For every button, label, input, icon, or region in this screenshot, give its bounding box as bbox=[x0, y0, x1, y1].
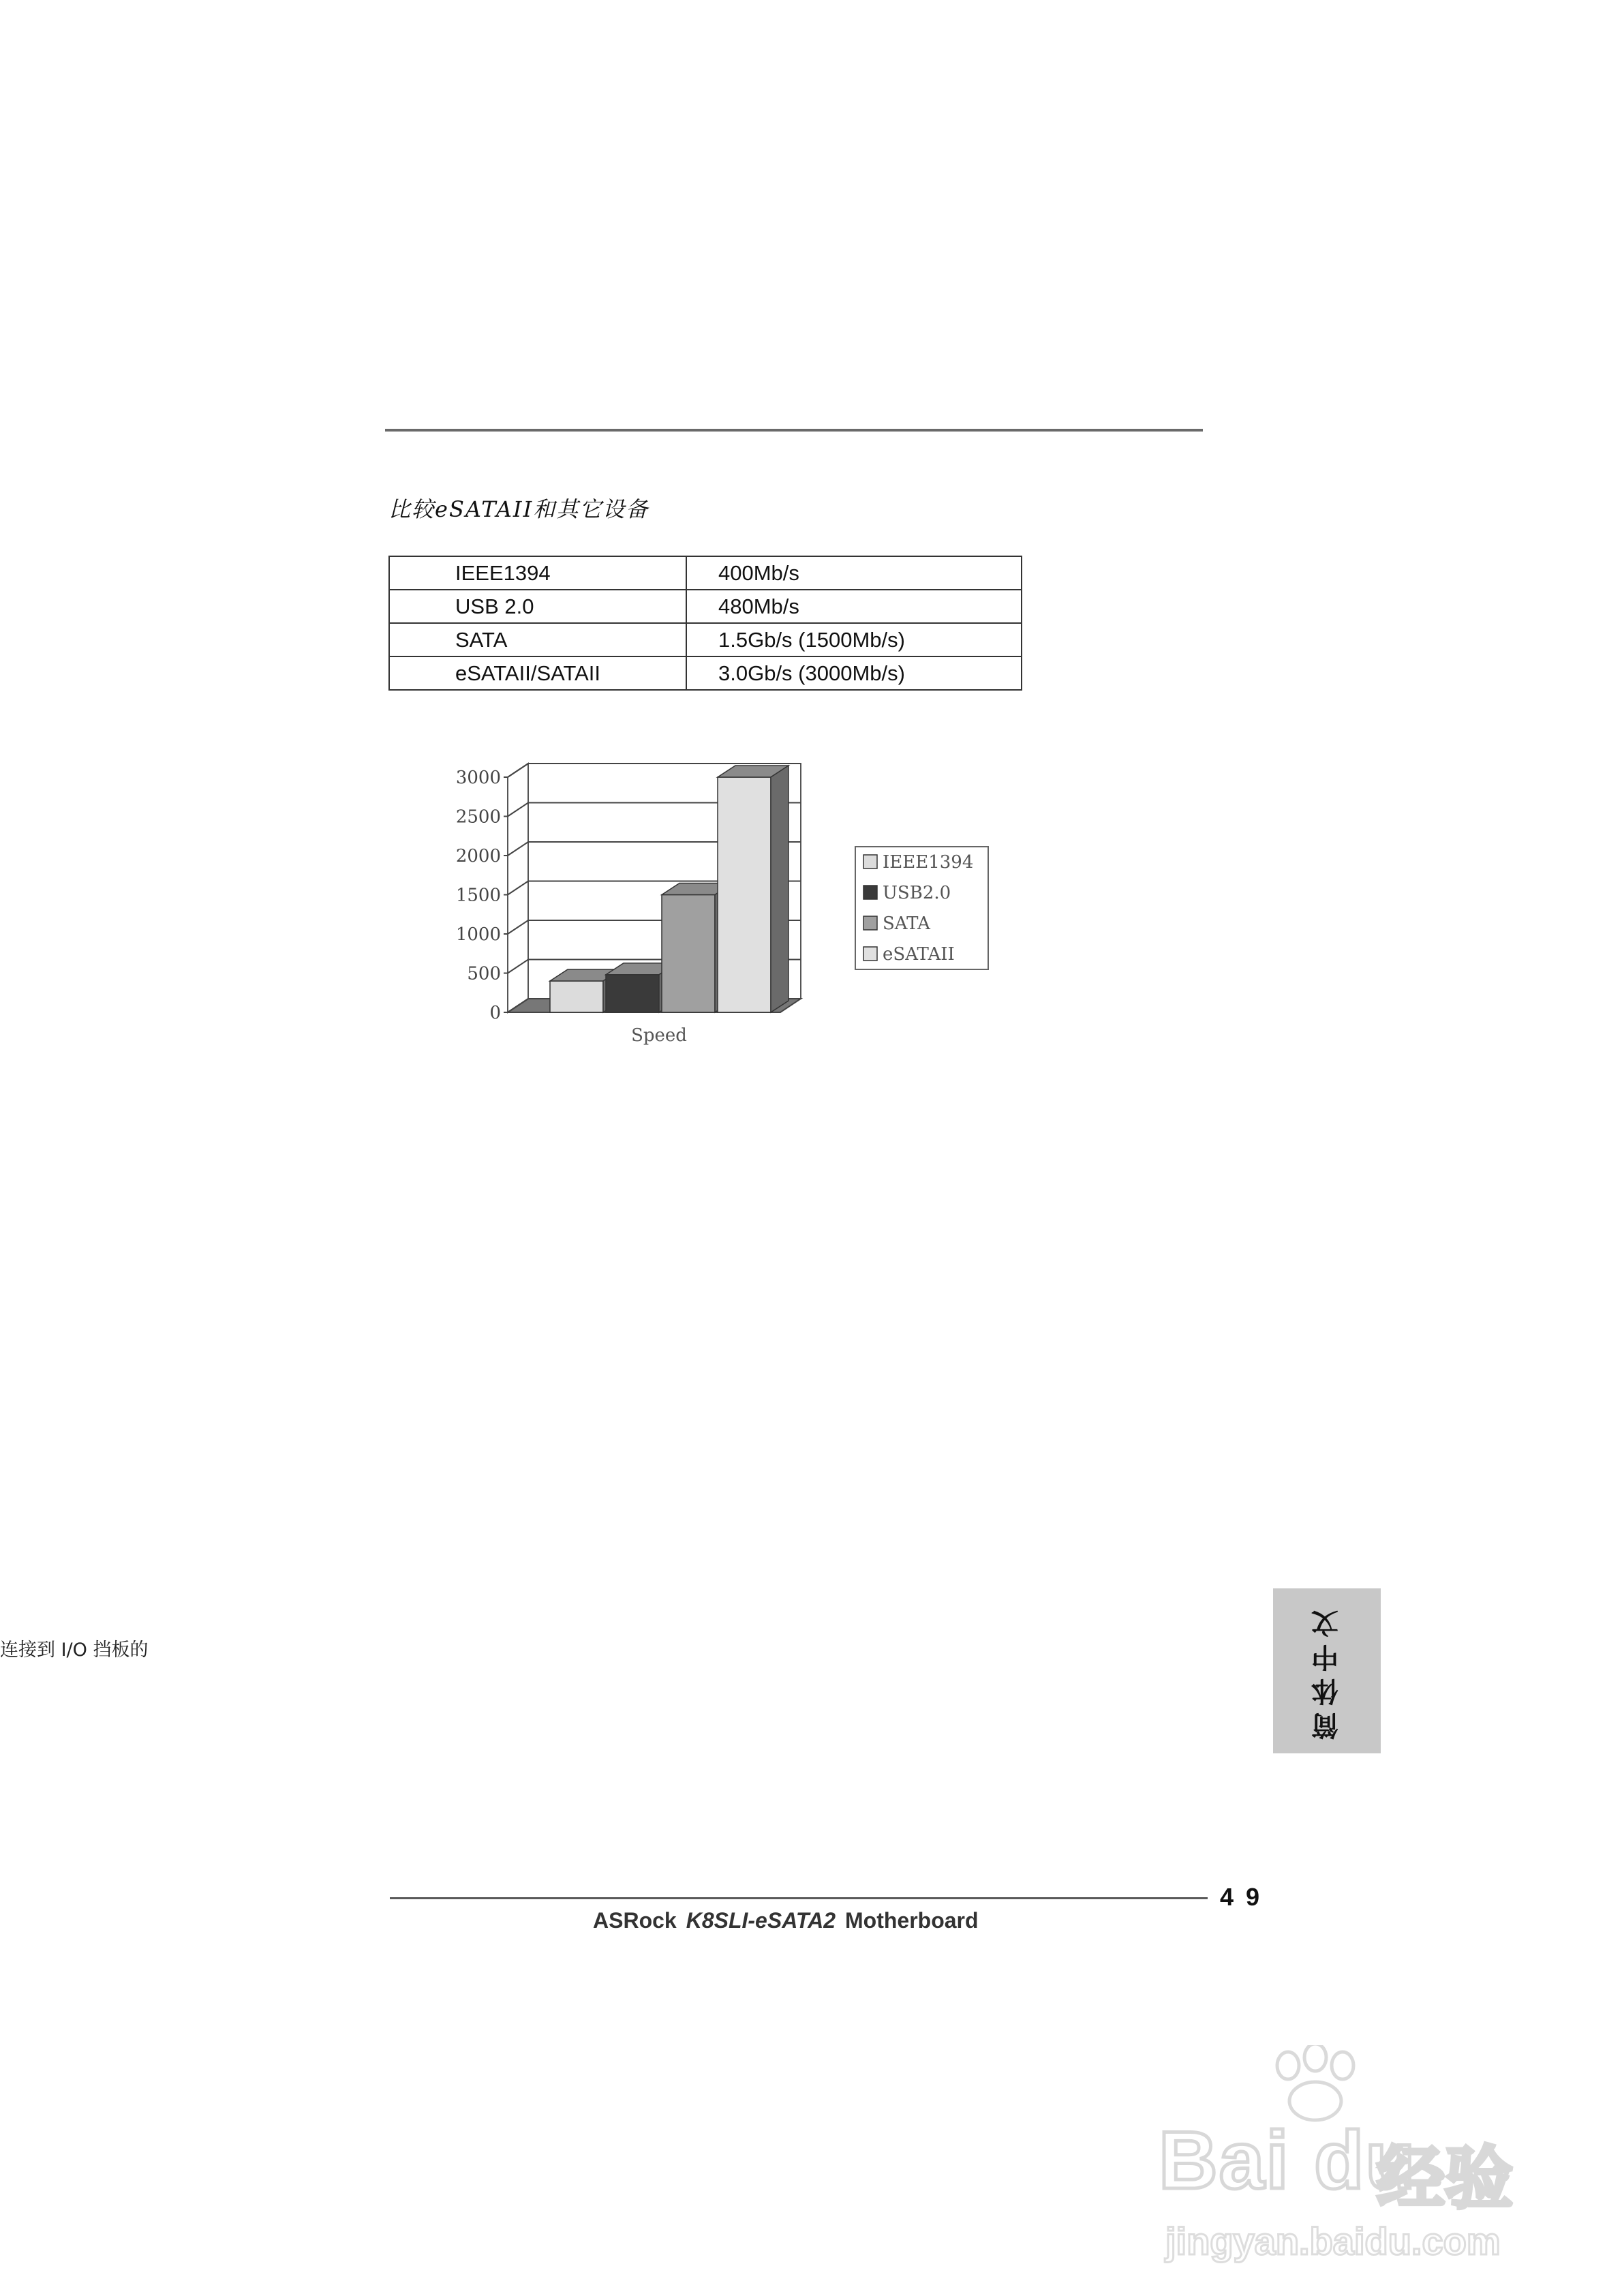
page-number: 4 9 bbox=[1220, 1883, 1263, 1911]
table-row bbox=[389, 623, 1022, 656]
side-note-fragment: 连接到 I/O 挡板的 bbox=[0, 1640, 149, 1661]
legend-label: SATA bbox=[883, 913, 930, 934]
x-axis-label: Speed bbox=[631, 1025, 687, 1046]
bar-front bbox=[606, 975, 659, 1012]
bar-front bbox=[550, 981, 603, 1012]
baidu-logo: Bai du bbox=[1159, 2115, 1417, 2206]
bar-front bbox=[718, 777, 771, 1012]
speed-cell: 3.0Gb/s (3000Mb/s) bbox=[686, 656, 1022, 690]
legend-label: USB2.0 bbox=[883, 883, 951, 903]
legend-swatch bbox=[863, 886, 877, 899]
device-cell: IEEE1394 bbox=[389, 556, 686, 590]
speed-cell: 1.5Gb/s (1500Mb/s) bbox=[686, 623, 1022, 656]
y-tick-label: 1500 bbox=[455, 885, 501, 906]
bar-front bbox=[662, 895, 715, 1013]
y-tick-label: 2500 bbox=[455, 806, 501, 828]
footer-divider bbox=[390, 1897, 1208, 1899]
y-tick-label: 1000 bbox=[455, 924, 501, 945]
table-row bbox=[389, 656, 1022, 690]
y-tick-label: 500 bbox=[467, 963, 501, 984]
bar-side bbox=[771, 766, 789, 1012]
speed-cell: 400Mb/s bbox=[686, 556, 1022, 590]
device-cell: USB 2.0 bbox=[389, 590, 686, 623]
device-cell: eSATAII/SATAII bbox=[389, 656, 686, 690]
top-divider bbox=[385, 429, 1203, 432]
speed-comparison-table bbox=[388, 556, 1022, 691]
legend-label: eSATAII bbox=[883, 944, 955, 965]
legend-swatch bbox=[863, 916, 877, 930]
table-row bbox=[389, 556, 1022, 590]
section-heading: 比较eSATAII和其它设备 bbox=[388, 496, 649, 522]
footer-product: Motherboard bbox=[845, 1908, 979, 1933]
footer-text bbox=[593, 1908, 979, 1933]
speed-bar-chart bbox=[443, 750, 1002, 1063]
speed-cell: 480Mb/s bbox=[686, 590, 1022, 623]
device-cell: SATA bbox=[389, 623, 686, 656]
legend-label: IEEE1394 bbox=[883, 852, 974, 873]
y-tick-label: 3000 bbox=[455, 768, 501, 788]
baidu-jingyan-watermark bbox=[1152, 2045, 1561, 2270]
y-tick-label: 0 bbox=[489, 1003, 501, 1023]
footer-model: K8SLI-eSATA2 bbox=[686, 1908, 836, 1933]
legend-swatch bbox=[863, 947, 877, 961]
language-tab-label: 简体中文 bbox=[1311, 1603, 1343, 1740]
y-tick-label: 2000 bbox=[455, 846, 501, 866]
language-tab bbox=[1273, 1588, 1381, 1753]
watermark-url: jingyan.baidu.com bbox=[1165, 2220, 1501, 2263]
jingyan-logo-text: 经验 bbox=[1377, 2139, 1513, 2218]
footer-brand: ASRock bbox=[593, 1908, 677, 1933]
legend-swatch bbox=[863, 855, 877, 868]
table-row bbox=[389, 590, 1022, 623]
